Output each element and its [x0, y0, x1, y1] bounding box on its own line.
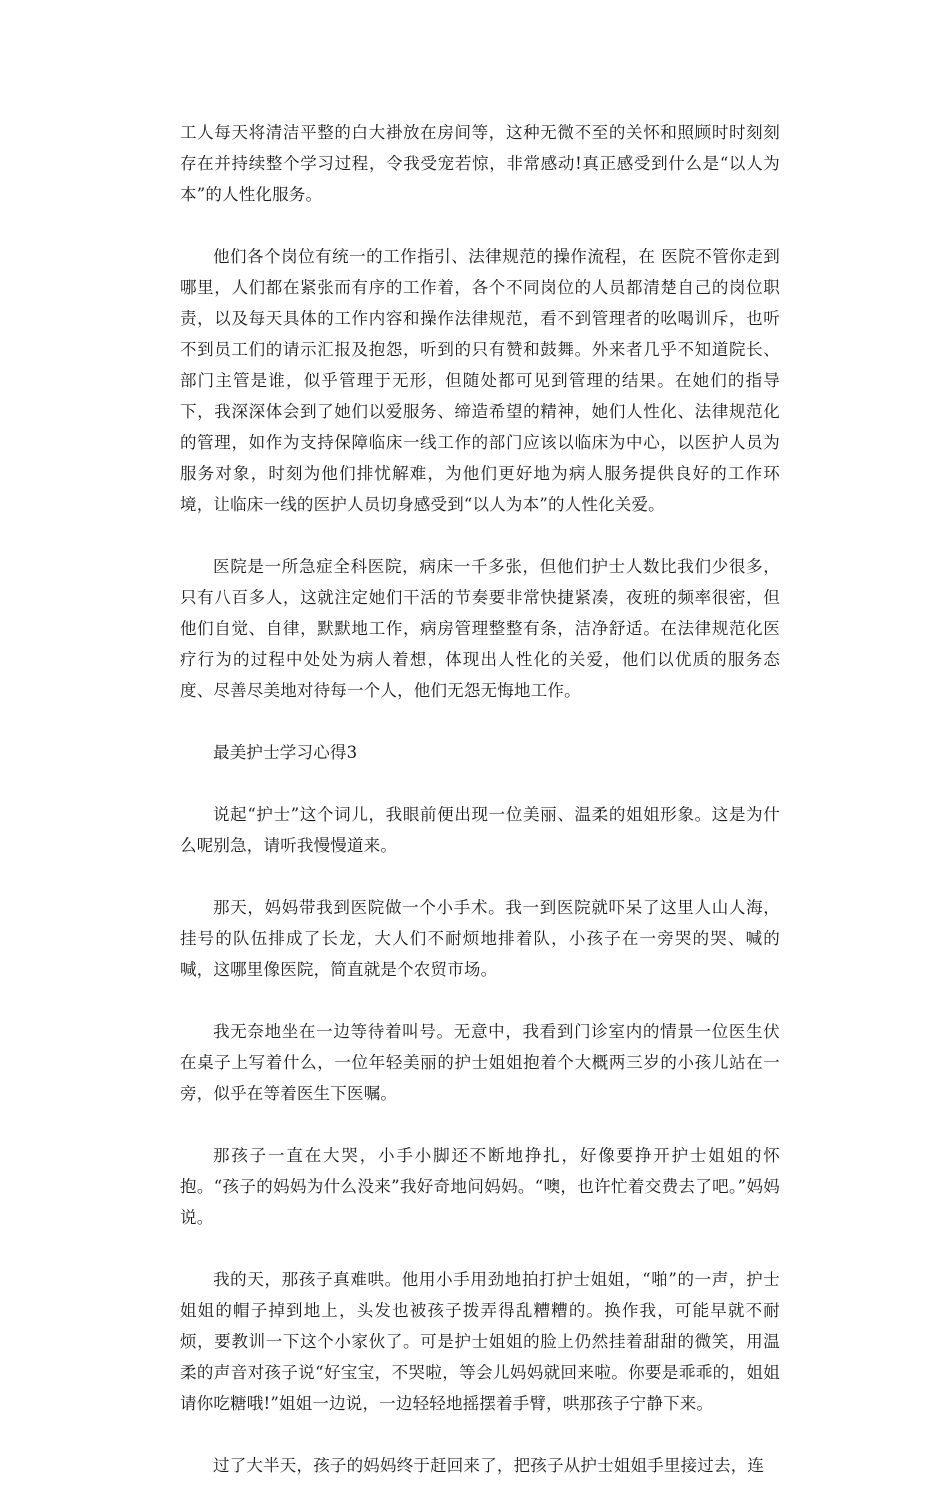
paragraph-3: 医院是一所急症全科医院，病床一千多张，但他们护士人数比我们少很多，只有八百多人，这就注定她们干活的节奏要非常快捷紧凑，夜班的频率很密，但他们自觉、自律，默默地工作，病房管理整整有条，洁净舒适。在法律规范化医疗行为的过程中处处为病人着想，体现出人性化的关爱，他们以优质的服务态度、尽善尽美地对待每一个人，他们无怨无悔地工作。 — [180, 557, 780, 700]
paragraph-7: 那孩子一直在大哭，小手小脚还不断地挣扎，好像要挣开护士姐姐的怀抱。“孩子的妈妈为什么没来”我好奇地问妈妈。“噢，也许忙着交费去了吧。”妈妈说。 — [180, 1146, 780, 1227]
paragraph-4: 说起“护士”这个词儿，我眼前便出现一位美丽、温柔的姐姐形象。这是为什么呢别急，请听我慢慢道来。 — [180, 805, 780, 855]
paragraph-9: 过了大半天，孩子的妈妈终于赶回来了，把孩子从护士姐姐手里接过去，连 — [213, 1456, 765, 1475]
section-heading: 最美护士学习心得3 — [213, 743, 358, 762]
document-body — [180, 117, 780, 1512]
paragraph-8: 我的天，那孩子真难哄。他用小手用劲地拍打护士姐姐，“啪”的一声，护士姐姐的帽子掉到地上，头发也被孩子拨弄得乱糟糟的。换作我，可能早就不耐烦，要教训一下这个小家伙了。可是护士姐姐的脸上仍然挂着甜甜的微笑，用温柔的声音对孩子说“好宝宝，不哭啦，等会儿妈妈就回来啦。你要是乖乖的，姐姐请你吃糖哦!”姐姐一边说，一边轻轻地摇摆着手臂，哄那孩子宁静下来。 — [180, 1270, 780, 1413]
paragraph-5: 那天，妈妈带我到医院做一个小手术。我一到医院就吓呆了这里人山人海，挂号的队伍排成了长龙，大人们不耐烦地排着队，小孩子在一旁哭的哭、喊的喊，这哪里像医院，简直就是个农贸市场。 — [180, 898, 780, 979]
paragraph-1: 工人每天将清洁平整的白大褂放在房间等，这种无微不至的关怀和照顾时时刻刻存在并持续整个学习过程，令我受宠若惊，非常感动!真正感受到什么是“以人为本”的人性化服务。 — [180, 123, 780, 204]
paragraph-2: 他们各个岗位有统一的工作指引、法律规范的操作流程，在 医院不管你走到哪里，人们都在紧张而有序的工作着，各个不同岗位的人员都清楚自己的岗位职责，以及每天具体的工作内容和操作法律规范，看不到管理者的吆喝训斥，也听不到员工们的请示汇报及抱怨，听到的只有赞和鼓舞。外来者几乎不知道院长、部门主管是谁，似乎管理于无形，但随处都可见到管理的结果。在她们的指导下，我深深体会到了她们以爱服务、缔造希望的精神，她们人性化、法律规范化的管理，如作为支持保障临床一线工作的部门应该以临床为中心，以医护人员为服务对象，时刻为他们排忧解难，为他们更好地为病人服务提供良好的工作环境，让临床一线的医护人员切身感受到“以人为本”的人性化关爱。 — [180, 247, 780, 514]
paragraph-6: 我无奈地坐在一边等待着叫号。无意中，我看到门诊室内的情景一位医生伏在桌子上写着什么，一位年轻美丽的护士姐姐抱着个大概两三岁的小孩儿站在一旁，似乎在等着医生下医嘱。 — [180, 1022, 780, 1103]
